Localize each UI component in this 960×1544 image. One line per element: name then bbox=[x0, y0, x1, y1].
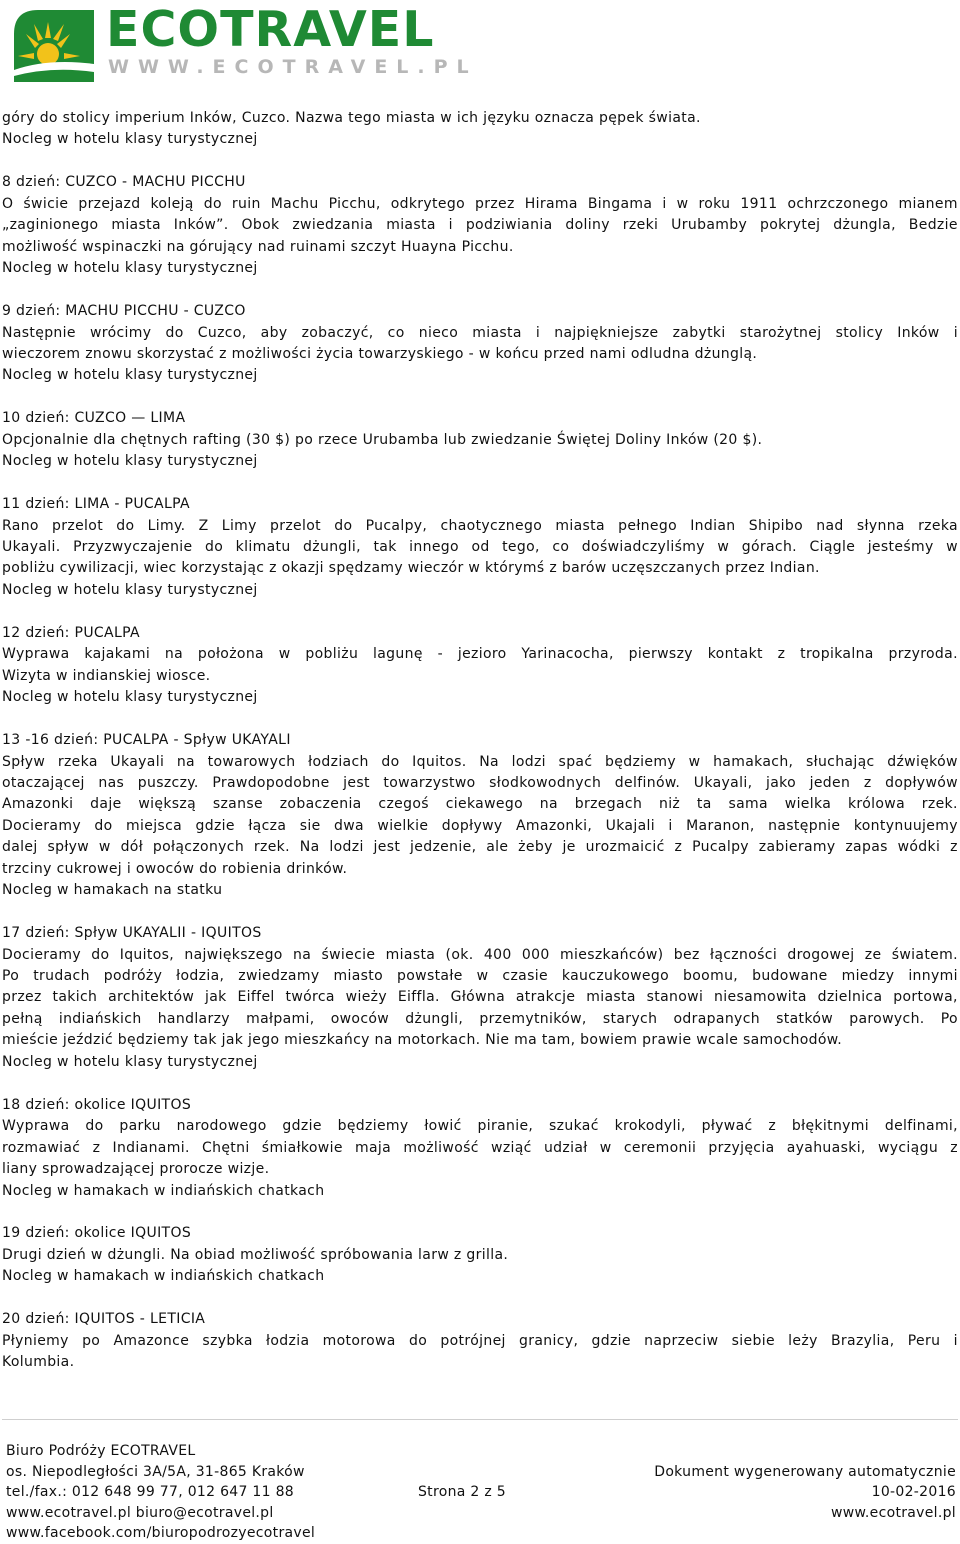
day-block bbox=[2, 1095, 958, 1202]
footer-address: os. Niepodległości 3A/5A, 31-865 Kraków bbox=[6, 1463, 305, 1480]
footer-divider bbox=[2, 1419, 958, 1420]
day-block bbox=[2, 494, 958, 601]
day-description-line: Następnie wrócimy do Cuzco, aby zobaczyć, co nieco miasta i najpiękniejsze zabytki starożytnej stolicy Inków i bbox=[2, 324, 958, 341]
day-description-line: Ukayali. Przyzwyczajenie do klimatu dżungli, tak innego od tego, co doświadczyliśmy w górach. Ciągle jesteśmy w bbox=[2, 539, 958, 555]
day-title: 19 dzień: okolice IQUITOS bbox=[2, 1225, 192, 1242]
day-description-line: Kolumbia. bbox=[2, 1354, 75, 1371]
brand-url: WWW.ECOTRAVEL.PL bbox=[108, 56, 478, 78]
day-description-line: Rano przelot do Limy. Z Limy przelot do Pucalpy, chaotycznego miasta pełnego Indian Shipibo nad słynna rzeka bbox=[2, 517, 958, 534]
day-accommodation-note: Nocleg w hotelu klasy turystycznej bbox=[2, 581, 258, 598]
day-description-line: Wyprawa do parku narodowego gdzie będziemy łowić piranie, szukać krokodyli, pływać z błękitnymi delfinami, bbox=[2, 1118, 958, 1135]
day-description-line: pobliżu cywilizacji, wiec korzystając z okazji spędzamy wieczór w którymś z barów uczęszczanych przez Indian. bbox=[2, 560, 820, 577]
day-block bbox=[2, 301, 958, 387]
day-block bbox=[2, 408, 958, 472]
day-accommodation-note: Nocleg w hotelu klasy turystycznej bbox=[2, 1053, 258, 1070]
day-accommodation-note: Nocleg w hamakach w indiańskich chatkach bbox=[2, 1268, 325, 1285]
day-accommodation-note: Nocleg w hotelu klasy turystycznej bbox=[2, 260, 258, 277]
footer-phone: tel./fax.: 012 648 99 77, 012 647 11 88 bbox=[6, 1484, 295, 1500]
day-title: 20 dzień: IQUITOS - LETICIA bbox=[2, 1311, 206, 1328]
intro-block bbox=[2, 108, 958, 151]
day-description-line: otaczającej nas puszczy. Prawdopodobne jest towarzystwo słodkowodnych delfinów. Ukayali, jako jeden z dopływów bbox=[2, 774, 958, 791]
intro-line: góry do stolicy imperium Inków, Cuzco. Nazwa tego miasta w ich języku oznacza pępek świata. bbox=[2, 110, 701, 126]
day-block bbox=[2, 730, 958, 902]
day-description-line: „zaginionego miasta Inków”. Obok zwiedzania miasta i podziwiania doliny rzeki Urubamby pokrytej dżungla, Bedzie bbox=[2, 217, 958, 234]
footer-company-info bbox=[6, 1441, 315, 1544]
day-description-line: O świcie przejazd koleją do ruin Machu Picchu, odkrytego przez Hirama Bingama i w roku 1911 ochrzczonego mianem bbox=[2, 195, 958, 212]
day-description-line: rozmawiać z Indianami. Chętni śmiałkowie maja możliwość wziąć udział w ceremonii przyjęcia ayahuaski, wyciągu z bbox=[2, 1139, 958, 1156]
day-description-line: Spływ rzeka Ukayali na towarowych łodziach do Iquitos. Na lodzi spać będziemy w hamakach, słuchając dźwięków bbox=[2, 753, 958, 770]
footer-date: 10-02-2016 bbox=[871, 1484, 956, 1500]
day-description-line: mieście jeździć będziemy tak jak jego mieszkańcy na motorkach. Nie ma tam, bowiem prawie wcale samochodów. bbox=[2, 1032, 843, 1049]
day-description-line: Wizyta w indianskiej wiosce. bbox=[2, 667, 211, 684]
day-accommodation-note: Nocleg w hotelu klasy turystycznej bbox=[2, 453, 258, 470]
day-description-line: Drugi dzień w dżungli. Na obiad możliwość spróbowania larw z grilla. bbox=[2, 1246, 509, 1263]
itinerary-content bbox=[2, 108, 958, 1395]
day-block bbox=[2, 623, 958, 709]
day-title: 8 dzień: CUZCO - MACHU PICCHU bbox=[2, 174, 246, 191]
day-description-line: Po trudach podróży łodzia, zwiedzamy miasto powstałe w czasie kauczukowego boomu, budowane miedzy innymi bbox=[2, 968, 958, 985]
footer-generated-note: Dokument wygenerowany automatycznie bbox=[654, 1463, 956, 1480]
page-number: Strona 2 z 5 bbox=[418, 1484, 506, 1500]
day-title: 13 -16 dzień: PUCALPA - Spływ UKAYALI bbox=[2, 732, 291, 749]
day-block bbox=[2, 1223, 958, 1287]
day-description-line: Wyprawa kajakami na położona w pobliżu lagunę - jezioro Yarinacocha, pierwszy kontakt z tropikalna przyroda. bbox=[2, 646, 958, 663]
day-title: 17 dzień: Spływ UKAYALII - IQUITOS bbox=[2, 925, 262, 942]
brand-name: ECOTRAVEL bbox=[106, 1, 435, 58]
day-accommodation-note: Nocleg w hotelu klasy turystycznej bbox=[2, 367, 258, 384]
day-title: 18 dzień: okolice IQUITOS bbox=[2, 1096, 192, 1113]
day-description-line: pełną indiańskich handlarzy małpami, owoców dżungli, przemytników, starych odrapanych statków parowych. Po bbox=[2, 1010, 958, 1027]
day-description-line: dalej spływ w dół połączonych rzek. Na lodzi jest jedzenie, ale żeby je urozmaicić z Pucalpy zabieramy zapas wódki z bbox=[2, 839, 958, 856]
day-title: 11 dzień: LIMA - PUCALPA bbox=[2, 496, 190, 513]
day-description-line: Płyniemy po Amazonce szybka łodzia motorowa do potrójnej granicy, gdzie naprzeciw siebie leży Brazylia, Peru i bbox=[2, 1332, 958, 1349]
footer-company-name: Biuro Podróży ECOTRAVEL bbox=[6, 1443, 196, 1459]
footer-website: www.ecotravel.pl bbox=[830, 1504, 956, 1521]
footer-web-email: www.ecotravel.pl biuro@ecotravel.pl bbox=[6, 1504, 274, 1521]
footer-facebook: www.facebook.com/biuropodrozyecotravel bbox=[6, 1525, 316, 1541]
day-title: 9 dzień: MACHU PICCHU - CUZCO bbox=[2, 303, 246, 320]
day-title: 10 dzień: CUZCO — LIMA bbox=[2, 410, 186, 427]
day-block bbox=[2, 1309, 958, 1373]
day-accommodation-note: Nocleg w hamakach w indiańskich chatkach bbox=[2, 1182, 325, 1199]
day-description-line: Docieramy do miejsca gdzie łącza sie dwa wielkie dopływy Amazonki, Ukajali i Maranon, następnie kontynuujemy bbox=[2, 817, 958, 834]
day-description-line: przez takich architektów jak Eiffel twórca wieży Eiffla. Główna atrakcje miasta stanowi niesamowita dzielnica portowa, bbox=[2, 989, 958, 1006]
day-title: 12 dzień: PUCALPA bbox=[2, 624, 140, 641]
intro-note: Nocleg w hotelu klasy turystycznej bbox=[2, 131, 258, 148]
footer-meta bbox=[654, 1462, 956, 1524]
sun-leaf-icon bbox=[8, 4, 100, 86]
day-block bbox=[2, 923, 958, 1073]
ecotravel-logo bbox=[8, 1, 478, 84]
day-description-line: możliwość wspinaczki na górujący nad ruinami szczyt Huayna Picchu. bbox=[2, 238, 514, 255]
day-block bbox=[2, 172, 958, 279]
day-description-line: liany sprowadzającej prorocze wizje. bbox=[2, 1161, 270, 1178]
day-accommodation-note: Nocleg w hamakach na statku bbox=[2, 882, 223, 899]
day-description-line: Opcjonalnie dla chętnych rafting (30 $) po rzece Urubamba lub zwiedzanie Świętej Doliny Inków (20 $). bbox=[2, 431, 763, 448]
day-list bbox=[2, 172, 958, 1373]
day-accommodation-note: Nocleg w hotelu klasy turystycznej bbox=[2, 689, 258, 706]
day-description-line: Amazonki daje większą szanse zobaczenia czegoś ciekawego na brzegach niż ta sama wielka królowa rzek. bbox=[2, 796, 958, 813]
day-description-line: Docieramy do Iquitos, największego na świecie miasta (ok. 400 000 mieszkańców) bez łączności drogowej ze światem. bbox=[2, 946, 958, 963]
day-description-line: trzciny cukrowej i owoców do robienia drinków. bbox=[2, 860, 348, 877]
day-description-line: wieczorem znowu skorzystać z możliwości życia towarzyskiego - w końcu przed nami odludna dżunglą. bbox=[2, 345, 758, 362]
